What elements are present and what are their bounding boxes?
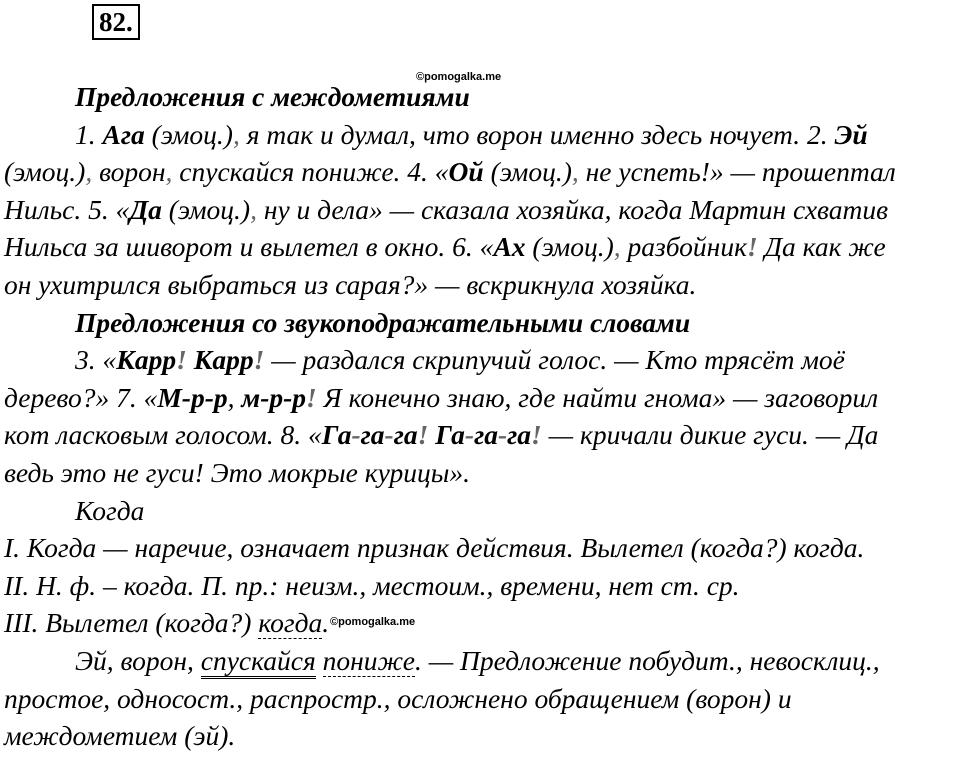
watermark: ©pomogalka.me: [330, 616, 416, 628]
parse-line: простое, односост., распростр., осложнено обращением (ворон) и: [4, 682, 792, 714]
exercise-number: 82.: [92, 4, 140, 40]
text-line: он ухитрился выбраться из сарая?» — вскрикнула хозяйка.: [4, 268, 697, 300]
text-line: ведь это не гуси! Это мокрые курицы».: [4, 456, 470, 488]
section-heading: Предложения со звукоподражательными словами: [75, 306, 691, 338]
exercise-text: [4, 78, 956, 755]
adverbial: пониже: [322, 644, 415, 676]
text-line: (эмоц.), ворон, спускайся пониже. 4. «Ой (эмоц.), не успеть!» — прошептал: [4, 156, 896, 188]
text-line: Нильс. 5. «Да (эмоц.), ну и дела» — сказала хозяйка, когда Мартин схватив: [4, 193, 889, 225]
onomatopoeia: Карр: [193, 344, 254, 376]
section-heading: Предложения с междометиями: [75, 81, 470, 112]
interjection: Эй: [834, 118, 868, 150]
analysis-title: Когда: [75, 494, 145, 526]
text-line: Нильса за шиворот и вылетел в окно. 6. «Ах (эмоц.), разбойник! Да как же: [4, 231, 886, 263]
analysis-line: III. Вылетел (когда?) когда.: [4, 607, 330, 639]
watermark: ©pomogalka.me: [416, 71, 502, 83]
parse-line: междометием (эй).: [4, 720, 236, 752]
onomatopoeia: Карр: [116, 344, 177, 376]
onomatopoeia: М-р-р: [157, 381, 228, 413]
text-line: 1. Ага (эмоц.), я так и думал, что ворон именно здесь ночует. 2. Эй: [75, 118, 868, 150]
interjection: Ах: [493, 231, 526, 263]
onomatopoeia: м-р-р: [241, 381, 307, 413]
text-line: дерево?» 7. «М-р-р, м-р-р! Я конечно знаю, где найти гнома» — заговорил: [4, 381, 879, 413]
underlined-word: когда: [258, 607, 323, 639]
interjection: Да: [129, 193, 162, 225]
analysis-line: I. Когда — наречие, означает признак действия. Вылетел (когда?) когда.: [4, 532, 865, 564]
interjection: Ага: [102, 118, 145, 150]
analysis-line: II. Н. ф. – когда. П. пр.: неизм., местоим., времени, нет ст. ср.: [4, 569, 740, 601]
text-line: 3. «Карр! Карр! — раздался скрипучий голос. — Кто трясёт моё: [75, 344, 845, 376]
predicate: спускайся: [201, 645, 316, 679]
parse-line: Эй, ворон, спускайся пониже. — Предложение побудит., невосклиц.,: [4, 642, 956, 680]
interjection: Ой: [448, 156, 484, 188]
text-line: кот ласковым голосом. 8. «Га-га-га! Га-га-га! — кричали дикие гуси. — Да: [4, 419, 879, 451]
